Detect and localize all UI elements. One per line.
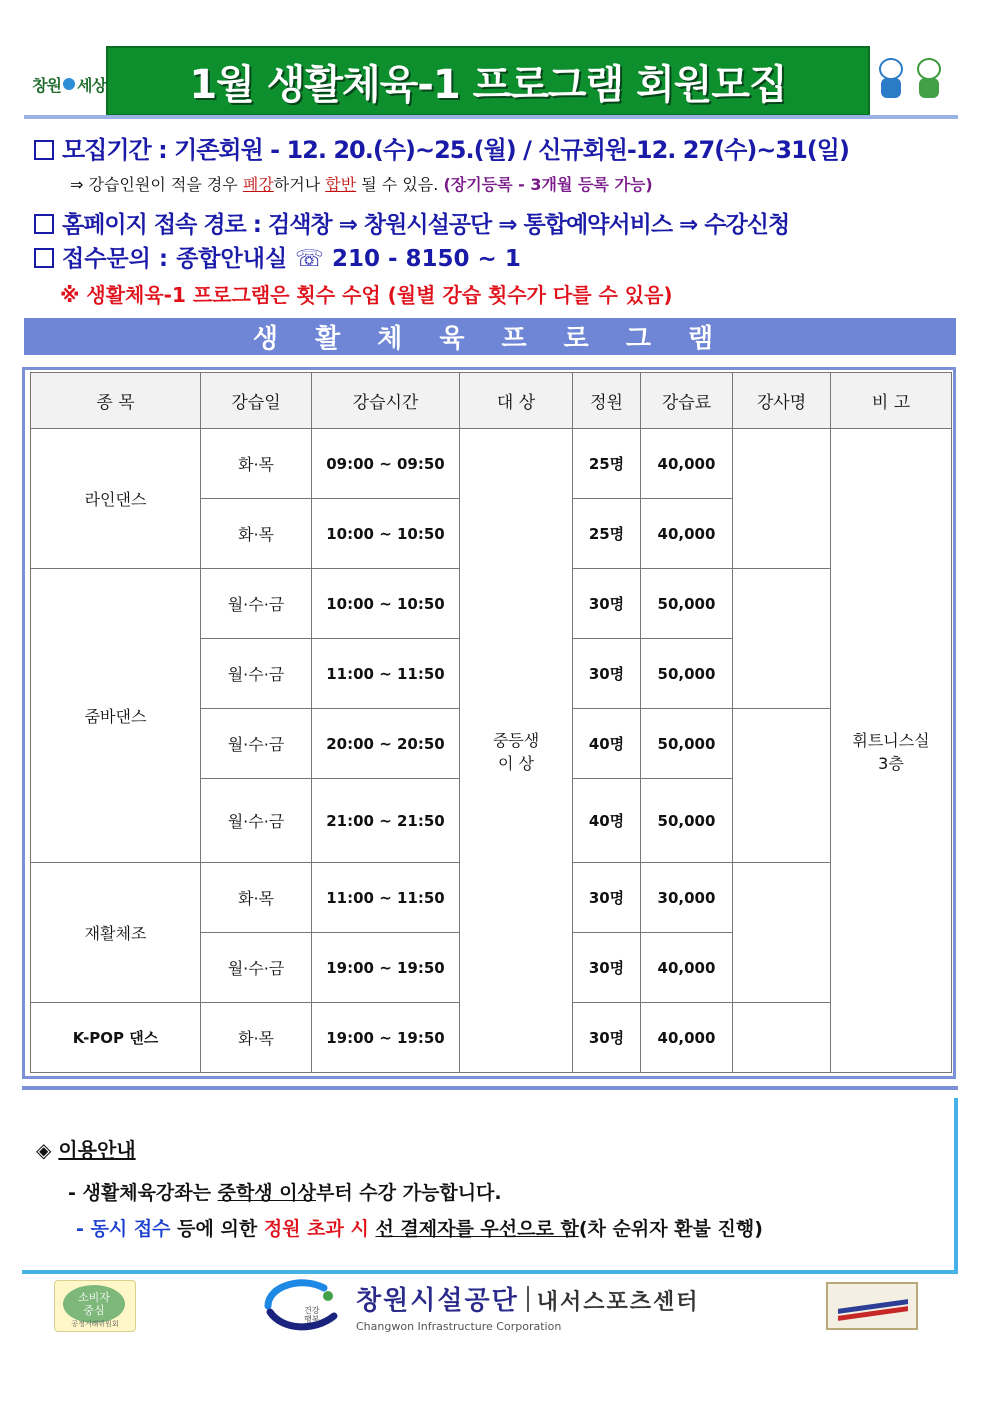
- diamond-bullet-icon: ◈: [36, 1138, 52, 1162]
- instructor: [733, 569, 831, 709]
- usage-line1-a: - 생활체육강좌는: [68, 1182, 218, 1204]
- usage-line1-b: 중학생 이상: [217, 1182, 316, 1204]
- capacity: 30명: [573, 639, 641, 709]
- contact-info: [34, 240, 521, 273]
- capacity: 25명: [573, 499, 641, 569]
- class-time: 11:00 ~ 11:50: [312, 639, 460, 709]
- instructor: [733, 1003, 831, 1073]
- class-day: 월·수·금: [201, 639, 312, 709]
- fee: 50,000: [641, 639, 733, 709]
- class-time: 19:00 ~ 19:50: [312, 1003, 460, 1073]
- class-day: 월·수·금: [201, 779, 312, 863]
- usage-line2-b: 등에 의한: [170, 1218, 264, 1240]
- recruit-period-value: 기존회원 - 12. 20.(수)~25.(월) / 신규회원-12. 27(수)~31(일): [174, 136, 849, 164]
- corp-subname: 내서스포츠센터: [536, 1290, 700, 1315]
- program-name: K-POP 댄스: [31, 1003, 201, 1073]
- consumer-badge: [54, 1280, 136, 1332]
- remark-line1: 휘트니스실: [852, 730, 930, 750]
- class-time: 09:00 ~ 09:50: [312, 429, 460, 499]
- capacity: 30명: [573, 569, 641, 639]
- program-name: 재활체조: [31, 863, 201, 1003]
- city-logo: [32, 58, 106, 110]
- fee: 40,000: [641, 429, 733, 499]
- recruit-period-label: 모집기간 :: [62, 136, 167, 164]
- city-logo-dot-icon: [63, 78, 75, 90]
- class-day: 월·수·금: [201, 933, 312, 1003]
- city-logo-text2: 세상: [77, 75, 106, 95]
- corp-name-text: 창원시설공단: [356, 1286, 519, 1316]
- recruit-note: [70, 172, 653, 195]
- fee: 30,000: [641, 863, 733, 933]
- corp-english-name: Changwon Infrastructure Corporation: [356, 1320, 562, 1333]
- table-bottom-rule: [22, 1086, 958, 1090]
- table-header-row: [31, 373, 952, 429]
- fee: 40,000: [641, 933, 733, 1003]
- class-time: 21:00 ~ 21:50: [312, 779, 460, 863]
- corp-divider: [527, 1286, 529, 1312]
- capacity: 30명: [573, 863, 641, 933]
- capacity: 30명: [573, 933, 641, 1003]
- class-time: 10:00 ~ 10:50: [312, 569, 460, 639]
- section-title: 생 활 체 육 프 로 그 램: [24, 318, 956, 355]
- note-long-term: (장기등록 - 3개월 등록 가능): [443, 175, 653, 194]
- city-logo-text: 창원: [32, 75, 61, 95]
- homepage-path: [34, 206, 789, 239]
- target-line1: 중등생: [492, 730, 540, 750]
- usage-line1-c: 부터 수강 가능합니다.: [315, 1182, 502, 1204]
- remark-line2: 3층: [878, 753, 904, 773]
- program-name: 라인댄스: [31, 429, 201, 569]
- class-time: 19:00 ~ 19:50: [312, 933, 460, 1003]
- col-header-instructor: 강사명: [733, 373, 831, 429]
- class-day: 화·목: [201, 429, 312, 499]
- fee: 40,000: [641, 1003, 733, 1073]
- usage-line2-c: 정원 초과 시: [263, 1218, 369, 1240]
- usage-line-1: [68, 1178, 502, 1205]
- program-name: 줌바댄스: [31, 569, 201, 863]
- usage-line2-e: 선 결제자를 우선으로 함: [375, 1218, 579, 1240]
- target-cell: [460, 429, 573, 1073]
- col-header-time: 강습시간: [312, 373, 460, 429]
- program-table: [30, 372, 952, 1073]
- instructor: [733, 429, 831, 569]
- usage-line-2: [76, 1214, 763, 1241]
- instructor: [733, 709, 831, 863]
- consumer-badge-text: 소비자 중심: [63, 1285, 125, 1323]
- class-day: 월·수·금: [201, 569, 312, 639]
- usage-line2-f: (차 순위자 환불 진행): [578, 1218, 763, 1240]
- warning-note: ※ 생활체육-1 프로그램은 횟수 수업 (월별 강습 횟수가 다를 수 있음): [60, 283, 673, 307]
- fee: 50,000: [641, 779, 733, 863]
- capacity: 40명: [573, 709, 641, 779]
- usage-line2-a: - 동시 접수: [76, 1218, 171, 1240]
- checkbox-square-icon: [34, 140, 54, 160]
- corp-name: [356, 1280, 699, 1317]
- note-prefix: ⇒ 강습인원이 적을 경우: [70, 175, 243, 194]
- note-close: 폐강: [242, 175, 274, 194]
- class-day: 화·목: [201, 499, 312, 569]
- note-merge: 합반: [325, 175, 357, 194]
- mascot-green-icon: [914, 58, 944, 100]
- fee: 50,000: [641, 709, 733, 779]
- consumer-badge-small: 공정거래위원회: [71, 1320, 119, 1328]
- checkbox-square-icon: [34, 248, 54, 268]
- table-row: [31, 429, 952, 499]
- fee: 50,000: [641, 569, 733, 639]
- capacity: 25명: [573, 429, 641, 499]
- corp-logo-text: 건강 행복: [304, 1306, 320, 1324]
- note-suffix: 될 수 있음.: [356, 175, 444, 194]
- class-day: 월·수·금: [201, 709, 312, 779]
- header: [24, 44, 958, 118]
- col-header-day: 강습일: [201, 373, 312, 429]
- recruit-period: [34, 130, 849, 165]
- note-mid: 하거나: [273, 175, 326, 194]
- col-header-fee: 강습료: [641, 373, 733, 429]
- usage-title: [36, 1134, 136, 1163]
- fee: 40,000: [641, 499, 733, 569]
- header-divider: [24, 115, 958, 119]
- col-header-target: 대 상: [460, 373, 573, 429]
- col-header-capacity: 정원: [573, 373, 641, 429]
- checkbox-square-icon: [34, 214, 54, 234]
- class-time: 11:00 ~ 11:50: [312, 863, 460, 933]
- homepage-path-text: 홈페이지 접속 경로 : 검색창 ⇒ 창원시설공단 ⇒ 통합예약서비스 ⇒ 수강신청: [62, 212, 790, 238]
- col-header-program: 종 목: [31, 373, 201, 429]
- contact-info-text: 접수문의 : 종합안내실 ☏ 210 - 8150 ~ 1: [62, 246, 521, 272]
- capacity: 40명: [573, 779, 641, 863]
- target-line2: 이 상: [498, 753, 534, 773]
- remark-cell: [831, 429, 952, 1073]
- col-header-remark: 비 고: [831, 373, 952, 429]
- mascot-blue-icon: [876, 58, 906, 100]
- class-day: 화·목: [201, 1003, 312, 1073]
- corp-logo-icon: [262, 1278, 342, 1334]
- usage-title-text: 이용안내: [58, 1138, 136, 1162]
- certification-mark-icon: [826, 1282, 918, 1330]
- class-time: 20:00 ~ 20:50: [312, 709, 460, 779]
- capacity: 30명: [573, 1003, 641, 1073]
- page-title: 1월 생활체육-1 프로그램 회원모집: [106, 46, 870, 116]
- class-day: 화·목: [201, 863, 312, 933]
- instructor: [733, 863, 831, 1003]
- class-time: 10:00 ~ 10:50: [312, 499, 460, 569]
- mascots-icon: [872, 52, 952, 110]
